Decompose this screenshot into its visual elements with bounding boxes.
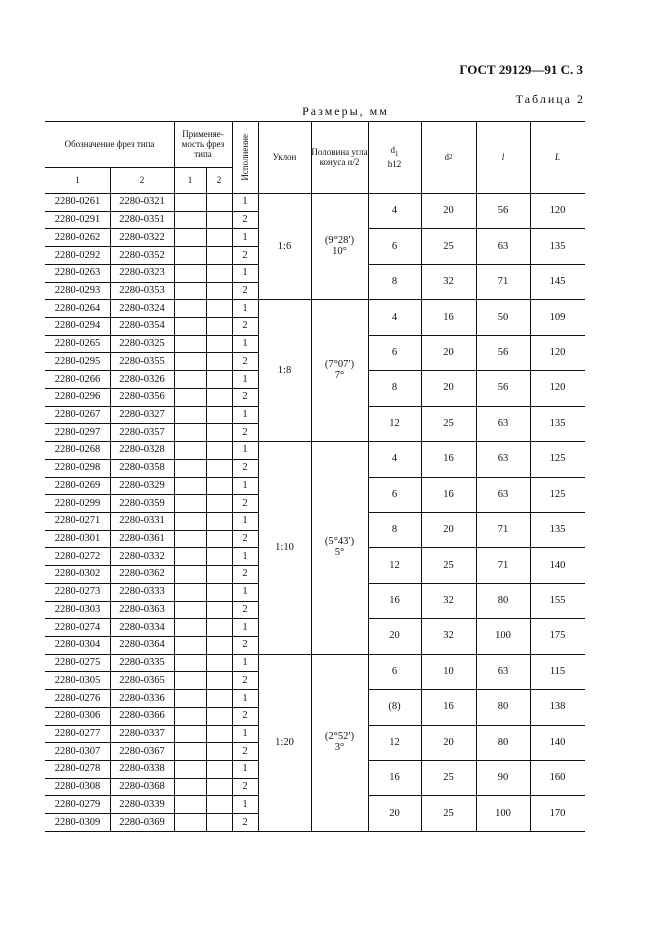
execution-cell: 1 (242, 267, 248, 279)
header-d1 (368, 121, 421, 193)
execution-cell: 1 (242, 692, 248, 704)
designation-type1: 2280-0301 (54, 533, 101, 545)
designation-type2: 2280-0355 (119, 355, 165, 367)
half-angle-rounded: 5° (334, 547, 345, 559)
L-cell: 115 (549, 665, 566, 677)
l-cell: 80 (497, 736, 509, 748)
half-angle-rounded: 10° (332, 246, 347, 258)
designation-type1: 2280-0278 (54, 763, 101, 775)
designation-type2: 2280-0324 (119, 302, 165, 314)
header-l: l (501, 152, 505, 162)
designation-type2: 2280-0331 (119, 515, 165, 527)
table-caption: Размеры, мм (302, 104, 389, 118)
l-cell: 80 (497, 595, 509, 607)
L-cell: 155 (549, 595, 566, 607)
designation-type2: 2280-0352 (119, 249, 165, 261)
designation-type2: 2280-0336 (119, 692, 165, 704)
row-rule (45, 831, 258, 832)
l-cell: 56 (497, 205, 509, 217)
half-angle-rounded: 7° (334, 370, 345, 382)
execution-cell: 1 (242, 515, 248, 527)
designation-type2: 2280-0337 (119, 727, 165, 739)
d2-cell: 32 (443, 595, 454, 607)
d1-cell: 12 (389, 559, 400, 571)
header-d1-tolerance: h12 (387, 158, 402, 169)
half-angle-cell (311, 193, 368, 299)
designation-type2: 2280-0326 (119, 373, 165, 385)
designation-type1: 2280-0266 (54, 373, 101, 385)
execution-cell: 1 (242, 444, 248, 456)
L-cell: 140 (549, 736, 566, 748)
l-cell: 71 (497, 524, 509, 536)
execution-cell: 2 (242, 391, 248, 403)
designation-type2: 2280-0321 (119, 196, 165, 208)
l-cell: 100 (495, 807, 511, 819)
designation-type1: 2280-0302 (54, 568, 101, 580)
d2-cell: 20 (443, 524, 454, 536)
designation-type1: 2280-0271 (54, 515, 101, 527)
slope-cell: 1:20 (275, 736, 294, 748)
execution-cell: 2 (242, 320, 248, 332)
header-app-1: 1 (187, 175, 193, 185)
l-cell: 56 (497, 382, 509, 394)
designation-type1: 2280-0267 (54, 408, 101, 420)
execution-cell: 1 (242, 621, 248, 633)
l-cell: 50 (497, 311, 509, 323)
designation-type1: 2280-0291 (54, 214, 101, 226)
slope-cell: 1:6 (277, 240, 292, 252)
column-rule (174, 167, 175, 831)
execution-cell: 2 (242, 710, 248, 722)
designation-type1: 2280-0303 (54, 603, 101, 615)
execution-cell: 1 (242, 763, 248, 775)
half-angle-exact: (9°28′) (324, 235, 355, 247)
designation-type1: 2280-0279 (54, 798, 101, 810)
d1-cell: 20 (389, 807, 400, 819)
header-num-2: 2 (139, 175, 145, 185)
designation-type2: 2280-0361 (119, 533, 165, 545)
d1-cell: (8) (388, 701, 401, 713)
designation-type2: 2280-0332 (119, 550, 165, 562)
L-cell: 125 (549, 488, 566, 500)
designation-type1: 2280-0297 (54, 426, 101, 438)
execution-cell: 2 (242, 745, 248, 757)
d1-cell: 8 (391, 276, 398, 288)
table-label: Таблица 2 (515, 92, 585, 106)
designation-type1: 2280-0304 (54, 639, 101, 651)
group-rule (258, 831, 585, 832)
execution-cell: 2 (242, 249, 248, 261)
designation-type1: 2280-0308 (54, 781, 101, 793)
designation-type2: 2280-0328 (119, 444, 165, 456)
header-num-1: 1 (75, 175, 80, 185)
d2-cell: 25 (443, 417, 454, 429)
d2-cell: 16 (443, 453, 454, 465)
designation-type1: 2280-0292 (54, 249, 101, 261)
execution-cell: 2 (242, 462, 248, 474)
designation-type1: 2280-0265 (54, 338, 101, 350)
designation-type2: 2280-0334 (119, 621, 165, 633)
d1-cell: 4 (391, 311, 398, 323)
l-cell: 71 (497, 559, 509, 571)
designation-type1: 2280-0294 (54, 320, 101, 332)
designation-type1: 2280-0268 (54, 444, 101, 456)
d1-cell: 12 (389, 736, 400, 748)
L-cell: 120 (549, 205, 566, 217)
designation-type1: 2280-0307 (54, 745, 101, 757)
L-cell: 140 (549, 559, 566, 571)
execution-cell: 2 (242, 355, 248, 367)
designation-type2: 2280-0339 (119, 798, 165, 810)
l-cell: 63 (497, 665, 509, 677)
l-cell: 56 (497, 346, 509, 358)
execution-cell: 2 (242, 497, 248, 509)
execution-cell: 2 (242, 568, 248, 580)
d2-cell: 32 (443, 630, 454, 642)
designation-type1: 2280-0263 (54, 267, 101, 279)
header-L: L (554, 152, 560, 162)
designation-type2: 2280-0357 (119, 426, 165, 438)
designation-type1: 2280-0277 (54, 727, 101, 739)
execution-cell: 2 (242, 533, 248, 545)
half-angle-rounded: 3° (334, 742, 345, 754)
d1-cell: 6 (391, 240, 398, 252)
d2-cell: 16 (443, 701, 454, 713)
designation-type1: 2280-0272 (54, 550, 101, 562)
half-angle-cell (311, 299, 368, 441)
d2-cell: 20 (443, 736, 454, 748)
designation-type1: 2280-0305 (54, 674, 101, 686)
L-cell: 135 (549, 240, 566, 252)
designation-type1: 2280-0264 (54, 302, 101, 314)
designation-type1: 2280-0275 (54, 657, 101, 669)
designation-type2: 2280-0366 (119, 710, 165, 722)
designation-type1: 2280-0299 (54, 497, 101, 509)
header-applicability: Применяе-мость фрез типа (181, 129, 225, 159)
execution-cell: 2 (242, 781, 248, 793)
d1-cell: 6 (391, 346, 398, 358)
designation-type2: 2280-0327 (119, 408, 165, 420)
header-d1-symbol (391, 145, 399, 159)
execution-cell: 2 (242, 639, 248, 651)
designation-type2: 2280-0363 (119, 603, 165, 615)
doc-header: ГОСТ 29129—91 С. 3 (459, 62, 583, 77)
header-half-angle: Половина угла конуса α/2 (311, 147, 368, 167)
designation-type1: 2280-0274 (54, 621, 101, 633)
designation-type2: 2280-0358 (119, 462, 165, 474)
header-d1-letter: d (390, 145, 395, 156)
L-cell: 138 (549, 701, 566, 713)
half-angle-cell (311, 654, 368, 831)
slope-cell: 1:10 (275, 541, 294, 553)
d2-cell: 20 (443, 346, 454, 358)
execution-cell: 1 (242, 338, 248, 350)
designation-type2: 2280-0338 (119, 763, 165, 775)
designation-type1: 2280-0309 (54, 816, 101, 828)
d2-cell: 16 (443, 311, 454, 323)
header-slope: Уклон (272, 152, 297, 162)
header-app-2: 2 (216, 175, 222, 185)
header-execution-text: Исполнение (240, 133, 250, 181)
L-cell: 125 (549, 453, 566, 465)
designation-type2: 2280-0329 (119, 479, 165, 491)
designation-type1: 2280-0295 (54, 355, 101, 367)
header-execution (232, 121, 258, 193)
designation-type1: 2280-0273 (54, 586, 101, 598)
designation-type1: 2280-0261 (54, 196, 101, 208)
designation-type2: 2280-0369 (119, 816, 165, 828)
execution-cell: 1 (242, 196, 248, 208)
d1-cell: 16 (389, 772, 400, 784)
execution-cell: 1 (242, 798, 248, 810)
d1-cell: 6 (391, 665, 398, 677)
execution-cell: 1 (242, 727, 248, 739)
execution-cell: 2 (242, 674, 248, 686)
designation-type2: 2280-0365 (119, 674, 165, 686)
d1-cell: 8 (391, 382, 398, 394)
d2-cell: 16 (443, 488, 454, 500)
L-cell: 160 (549, 772, 566, 784)
l-cell: 63 (497, 488, 509, 500)
half-angle-cell (311, 441, 368, 654)
d1-cell: 8 (391, 524, 398, 536)
d2-cell: 20 (443, 382, 454, 394)
designation-type2: 2280-0359 (119, 497, 165, 509)
execution-cell: 1 (242, 302, 248, 314)
designation-type2: 2280-0367 (119, 745, 165, 757)
designation-type2: 2280-0351 (119, 214, 165, 226)
d2-cell: 20 (443, 205, 454, 217)
execution-cell: 2 (242, 284, 248, 296)
column-rule (206, 167, 207, 831)
designation-type2: 2280-0325 (119, 338, 165, 350)
d1-cell: 20 (389, 630, 400, 642)
l-cell: 71 (497, 276, 509, 288)
designation-type2: 2280-0322 (119, 231, 165, 243)
d2-cell: 10 (443, 665, 454, 677)
d1-cell: 4 (391, 205, 398, 217)
designation-type2: 2280-0354 (119, 320, 165, 332)
designation-type2: 2280-0356 (119, 391, 165, 403)
d2-cell: 32 (443, 276, 454, 288)
l-cell: 63 (497, 417, 509, 429)
header-d2-subscript: 2 (449, 153, 453, 161)
designation-type1: 2280-0269 (54, 479, 101, 491)
L-cell: 170 (549, 807, 566, 819)
designation-type1: 2280-0262 (54, 231, 101, 243)
d2-cell: 25 (443, 807, 454, 819)
execution-cell: 1 (242, 231, 248, 243)
l-cell: 80 (497, 701, 509, 713)
designation-type2: 2280-0335 (119, 657, 165, 669)
designation-type1: 2280-0293 (54, 284, 101, 296)
designation-type2: 2280-0353 (119, 284, 165, 296)
execution-cell: 2 (242, 426, 248, 438)
d2-cell: 25 (443, 772, 454, 784)
execution-cell: 2 (242, 603, 248, 615)
header-d2-letter: d (444, 152, 449, 162)
header-d1-subscript: 1 (395, 149, 399, 158)
designation-type1: 2280-0276 (54, 692, 101, 704)
d1-cell: 16 (389, 595, 400, 607)
designation-type2: 2280-0368 (119, 781, 165, 793)
half-angle-exact: (2°52′) (324, 731, 355, 743)
header-designation: Обозначение фрез типа (64, 139, 155, 149)
l-cell: 100 (495, 630, 511, 642)
execution-cell: 1 (242, 479, 248, 491)
slope-cell: 1:8 (277, 364, 292, 376)
designation-type2: 2280-0323 (119, 267, 165, 279)
half-angle-exact: (7°07′) (324, 359, 355, 371)
l-cell: 63 (497, 240, 509, 252)
L-cell: 109 (549, 311, 566, 323)
designation-type1: 2280-0298 (54, 462, 101, 474)
L-cell: 120 (549, 346, 566, 358)
L-cell: 120 (549, 382, 566, 394)
d2-cell: 25 (443, 559, 454, 571)
execution-cell: 2 (242, 816, 248, 828)
execution-cell: 2 (242, 214, 248, 226)
L-cell: 145 (549, 276, 566, 288)
execution-cell: 1 (242, 408, 248, 420)
designation-type1: 2280-0306 (54, 710, 101, 722)
l-cell: 63 (497, 453, 509, 465)
half-angle-exact: (5°43′) (324, 536, 355, 548)
L-cell: 135 (549, 524, 566, 536)
execution-cell: 1 (242, 586, 248, 598)
designation-type2: 2280-0333 (119, 586, 165, 598)
header-d2 (421, 121, 476, 193)
L-cell: 175 (549, 630, 566, 642)
d1-cell: 6 (391, 488, 398, 500)
d2-cell: 25 (443, 240, 454, 252)
execution-cell: 1 (242, 373, 248, 385)
l-cell: 90 (497, 772, 509, 784)
d1-cell: 4 (391, 453, 398, 465)
designation-type2: 2280-0362 (119, 568, 165, 580)
d1-cell: 12 (389, 417, 400, 429)
designation-type2: 2280-0364 (119, 639, 165, 651)
execution-cell: 1 (242, 550, 248, 562)
L-cell: 135 (549, 417, 566, 429)
designation-type1: 2280-0296 (54, 391, 101, 403)
execution-cell: 1 (242, 657, 248, 669)
